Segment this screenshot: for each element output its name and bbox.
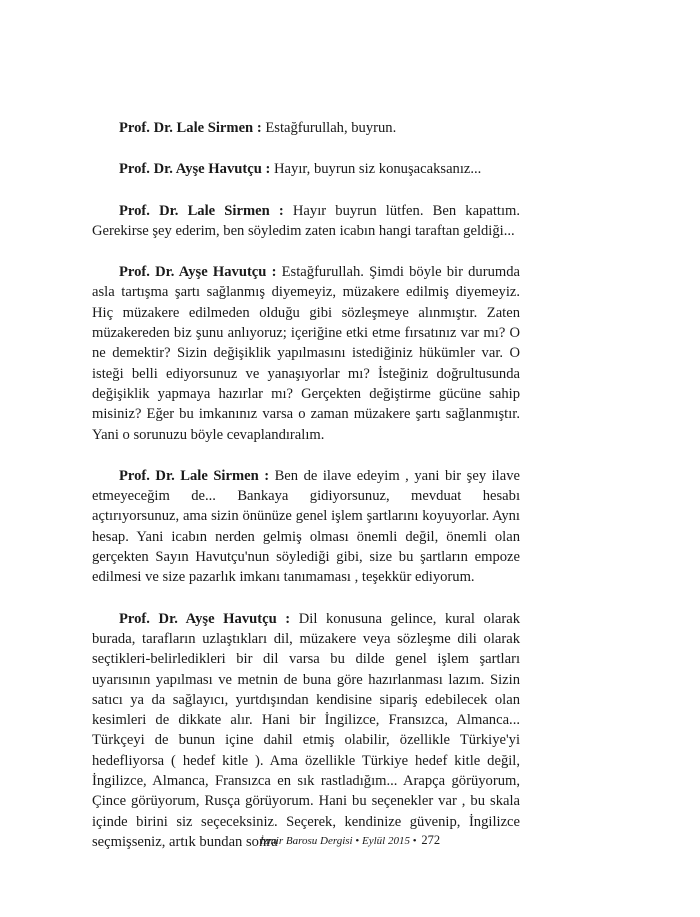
issue-date: Eylül 2015 <box>361 835 410 847</box>
page-footer <box>0 833 700 848</box>
paragraph-text: Ben de ilave edeyim , yani bir şey ilave etmeyeceğim de... Bankaya gidiyorsunuz, mevduat hesabı açtırıyorsunuz, ama sizin önünüze genel işlem şartlarını koyuyorlar. Aynı hesap. Yani icabın nerden gelmiş olması önemli değil, önemli olan gerçekten Sayın Havutçu'nun söylediği gibi, size bu şartların empoze edilmesi ve size pazarlık imkanı tanımaması , teşekkür ediyorum. <box>92 467 520 586</box>
speaker-name: Prof. Dr. Ayşe Havutçu : <box>119 264 277 281</box>
page-body <box>92 118 520 873</box>
paragraph-text: Estağfurullah. Şimdi böyle bir durumda asla tartışma şartı sağlanmış diyemeyiz, müzakere edilmiş diyemeyiz. Hiç müzakere edilmeden olduğu gibi sözleşmeye alınmıştır. Zaten müzakereden biz şunu anlıyoruz; içeriğine etki etme fırsatınız var mı? O ne demektir? Sizin değişiklik yapılmasını istediğiniz hükümler var. O isteği belli ediyorsunuz ve yanaşıyorlar mı? İsteğiniz doğrultusunda değişiklik yapmaya hazırlar mı? Gerçekten değiştirme gücüne sahip misiniz? Eğer bu imkanınız varsa o zaman müzakere şartı sağlanmıştır. Yani o sorunuzu böyle cevaplandıralım. <box>92 264 520 443</box>
paragraph-text: Hayır buyrun lütfen. Ben kapattım. Gerekirse şey ederim, ben söyledim zaten icabın hangi taraftan geldiği... <box>92 202 521 239</box>
speaker-name: Prof. Dr. Ayşe Havutçu : <box>119 161 271 178</box>
dialogue-paragraph <box>92 466 520 588</box>
dialogue-paragraph <box>92 262 520 445</box>
dialogue-paragraph <box>92 201 520 242</box>
page-number: 272 <box>421 833 441 847</box>
speaker-name: Prof. Dr. Lale Sirmen : <box>119 120 262 136</box>
speaker-name: Prof. Dr. Lale Sirmen : <box>119 467 270 484</box>
speaker-name: Prof. Dr. Ayşe Havutçu : <box>119 610 291 627</box>
dialogue-paragraph <box>92 159 520 179</box>
dialogue-paragraph <box>92 118 520 138</box>
footer-bullet: • <box>412 835 417 847</box>
paragraph-text: Hayır, buyrun siz konuşacaksanız... <box>274 161 482 178</box>
speaker-name: Prof. Dr. Lale Sirmen : <box>119 202 284 219</box>
dialogue-paragraph <box>92 609 520 853</box>
journal-name: İzmir Barosu Dergisi <box>259 835 353 847</box>
footer-bullet: • <box>355 835 360 847</box>
paragraph-text: Estağfurullah, buyrun. <box>265 120 397 136</box>
paragraph-text: Dil konusuna gelince, kural olarak burada, tarafların uzlaştıkları dil, müzakere veya sözleşme dili olarak seçtikleri-belirledikleri bir dil varsa bu dilde genel işlem şartları uyarısının yapılması ve metnin de buna göre hazırlanması lazım. Sizin satıcı ya da sağlayıcı, yurtdışından kendisine sipariş edebilecek olan kesimleri de dikkate alır. Hani bir İngilizce, Fransızca, Almanca... Türkçeyi de bunun içine dahil etmiş olabilir, özellikle Türkiye'yi hedefliyorsa ( hedef kitle ). Ama özellikle Türkiye hedef kitle değil, İngilizce, Almanca, Fransızca en sık rastladığım... Arapça görüyorum, Çince görüyorum, Rusça görüyorum. Hani bu seçenekler var , bu skala içinde birini siz seçeceksiniz. Seçerek, kendinize güvenip, İngilizce seçmişseniz, artık bundan sonra <box>92 610 520 850</box>
